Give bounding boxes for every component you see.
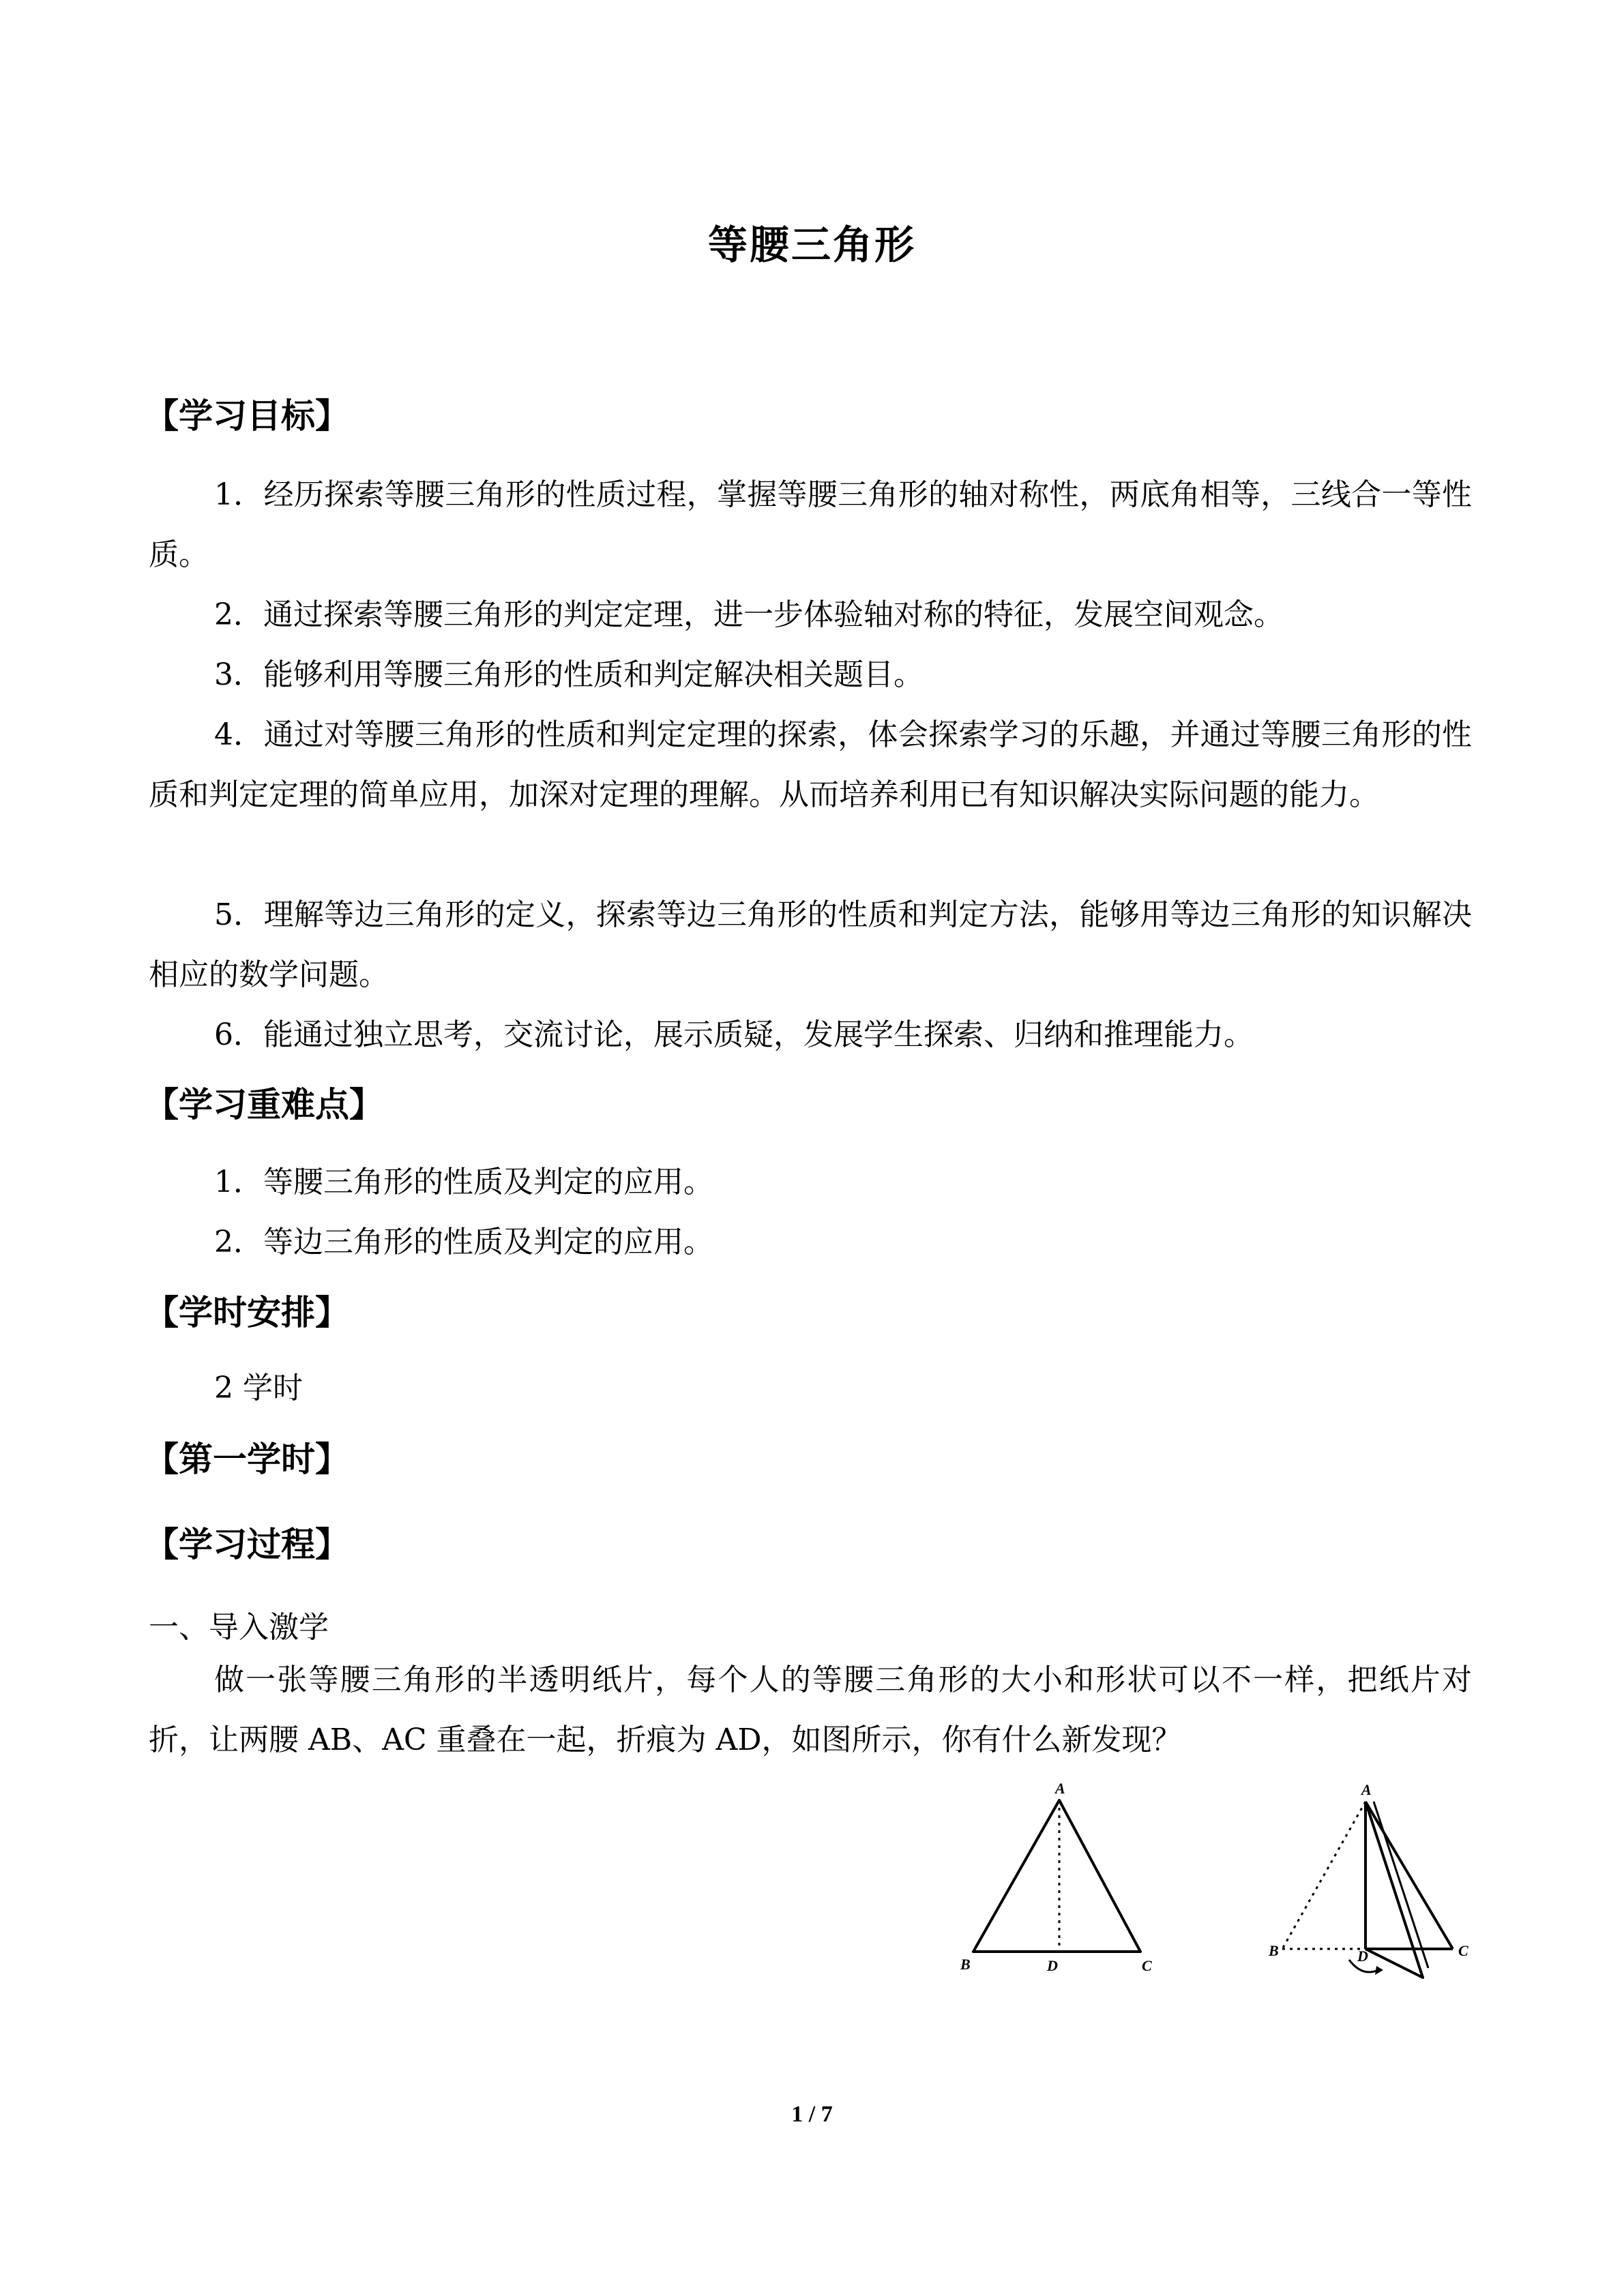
goal-item-4: 4．通过对等腰三角形的性质和判定定理的探索，体会探索学习的乐趣，并通过等腰三角形的性质和判定定理的简单应用，加深对定理的理解。从而培养利用已有知识解决实际问题的能力。: [149, 717, 1472, 812]
intro-label: 一、导入激学: [149, 1610, 329, 1645]
heading-learning-process: 【学习过程】: [145, 1525, 349, 1564]
page-number: 1 / 7: [791, 2102, 833, 2127]
heading-key-points: 【学习重难点】: [145, 1085, 383, 1124]
goal-item-5: 5．理解等边三角形的定义，探索等边三角形的性质和判定方法，能够用等边三角形的知识解决相应的数学问题。: [149, 897, 1472, 992]
fig1-label-a: A: [1055, 1780, 1065, 1797]
key-point-2: 2．等边三角形的性质及判定的应用。: [214, 1225, 713, 1259]
fig2-label-d: D: [1357, 1948, 1368, 1965]
heading-learning-goals: 【学习目标】: [145, 396, 349, 436]
fig1-label-c: C: [1142, 1957, 1152, 1974]
fig2-label-a: A: [1361, 1781, 1372, 1798]
goal-item-1: 1．经历探索等腰三角形的性质过程，掌握等腰三角形的轴对称性，两底角相等，三线合一等性质。: [149, 477, 1472, 572]
page-title: 等腰三角形: [707, 222, 916, 268]
key-point-1: 1．等腰三角形的性质及判定的应用。: [214, 1165, 713, 1199]
fig1-label-b: B: [960, 1956, 971, 1973]
fig2-label-c: C: [1458, 1942, 1468, 1959]
heading-first-period: 【第一学时】: [145, 1440, 349, 1479]
figure-1-triangle: [960, 1780, 1152, 1974]
heading-schedule: 【学时安排】: [145, 1293, 349, 1332]
schedule-value: 2 学时: [214, 1371, 303, 1405]
triangle-figure: [948, 1773, 1487, 1991]
fig2-label-b: B: [1269, 1942, 1279, 1959]
intro-text: 做一张等腰三角形的半透明纸片，每个人的等腰三角形的大小和形状可以不一样，把纸片对折，让两腰 AB、AC 重叠在一起，折痕为 AD，如图所示，你有什么新发现？: [149, 1663, 1472, 1757]
goal-item-2: 2．通过探索等腰三角形的判定定理，进一步体验轴对称的特征，发展空间观念。: [214, 597, 1284, 632]
goal-item-3: 3．能够利用等腰三角形的性质和判定解决相关题目。: [214, 657, 924, 692]
fig1-label-d: D: [1047, 1957, 1058, 1974]
figure-2-folded-triangle: [1268, 1781, 1468, 1978]
goal-item-6: 6．能通过独立思考，交流讨论，展示质疑，发展学生探索、归纳和推理能力。: [214, 1017, 1254, 1052]
